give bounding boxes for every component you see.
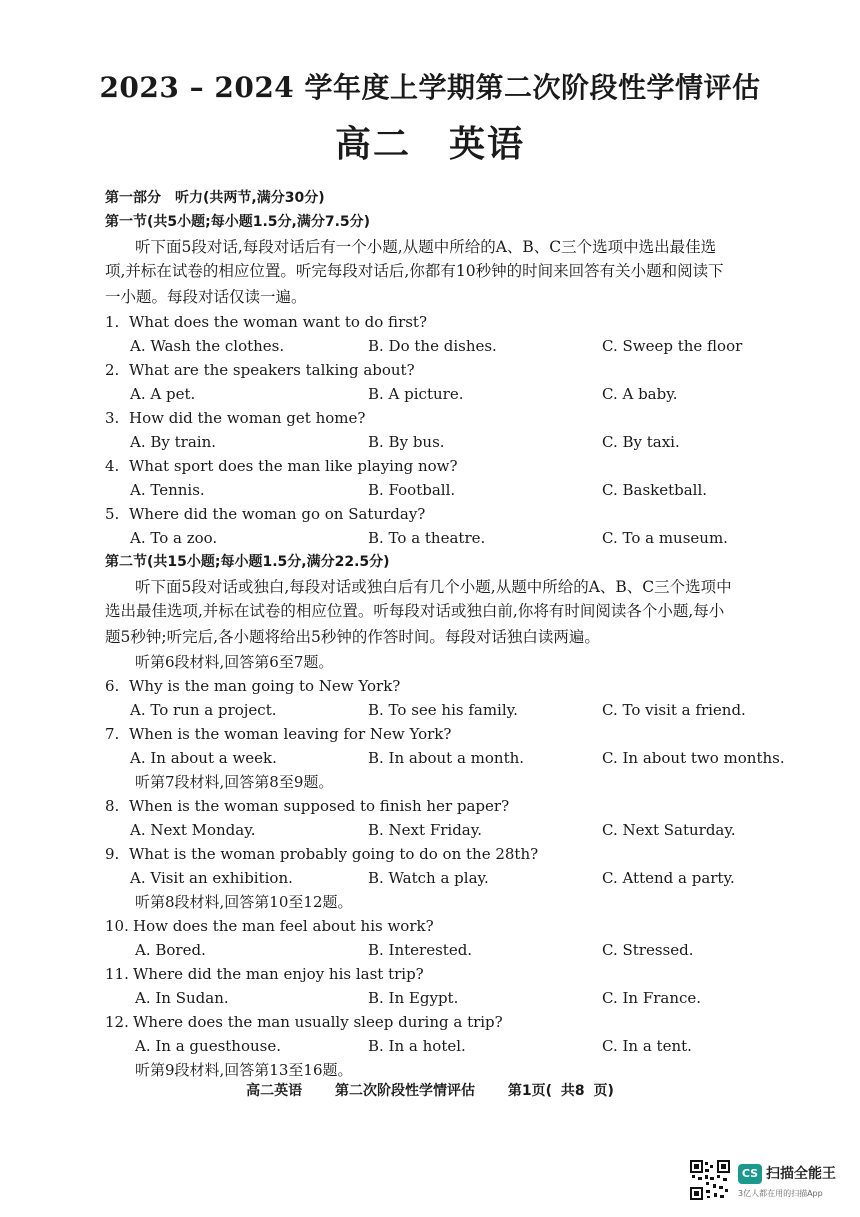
question-text: What are the speakers talking about? [129, 361, 415, 379]
footer-page: 第1页( 共8 页) [507, 1083, 614, 1099]
exam-content [105, 186, 805, 1082]
option-a: A. Bored. [135, 941, 206, 959]
answer-options [105, 478, 805, 502]
option-a: A. To a zoo. [130, 529, 218, 547]
camscanner-tagline: 3亿人都在用的扫描App [738, 1189, 823, 1198]
question-number: 7. [105, 725, 120, 743]
option-b: B. Interested. [368, 941, 473, 959]
footer-exam: 第二次阶段性学情评估 [334, 1083, 475, 1099]
option-a: A. Tennis. [130, 481, 205, 499]
question-number: 5. [105, 505, 120, 523]
option-c: C. A baby. [602, 385, 678, 403]
page-footer [0, 1080, 860, 1100]
question-stem [105, 842, 805, 866]
answer-options [105, 818, 805, 842]
listening-note: 听第9段材料,回答第13至16题。 [135, 1061, 353, 1079]
question-text: Where does the man usually sleep during a trip? [133, 1013, 503, 1031]
question-stem [105, 406, 805, 430]
option-c: C. In a tent. [602, 1037, 692, 1055]
question-stem [105, 794, 805, 818]
option-a: A. Wash the clothes. [130, 337, 285, 355]
instruction-line: 题5秒钟;听完后,各小题将给出5秒钟的作答时间。每段对话独白读两遍。 [105, 628, 600, 646]
option-b: B. A picture. [368, 385, 464, 403]
question-stem [105, 310, 805, 334]
question-text: How does the man feel about his work? [133, 917, 434, 935]
option-c: C. To visit a friend. [602, 701, 746, 719]
answer-options [105, 1034, 805, 1058]
question-number: 4. [105, 457, 120, 475]
answer-options [105, 526, 805, 550]
option-a: A. Next Monday. [130, 821, 256, 839]
option-b: B. Next Friday. [368, 821, 482, 839]
scanner-watermark [690, 1160, 850, 1206]
option-c: C. To a museum. [602, 529, 728, 547]
question-number: 10. [105, 917, 129, 935]
option-c: C. In France. [602, 989, 702, 1007]
instruction-line: 一小题。每段对话仅读一遍。 [105, 288, 307, 306]
option-c: C. In about two months. [602, 749, 785, 767]
qr-code-icon [690, 1160, 730, 1200]
part1-heading: 第一部分 听力(共两节,满分30分) [105, 190, 325, 206]
exam-title: 2023 – 2024 学年度上学期第二次阶段性学情评估 [99, 71, 761, 104]
option-b: B. Watch a play. [368, 869, 489, 887]
question-number: 2. [105, 361, 120, 379]
question-stem [105, 454, 805, 478]
exam-subtitle: 高二 英语 [334, 124, 525, 165]
option-a: A. By train. [130, 433, 217, 451]
answer-options [105, 698, 805, 722]
option-a: A. In Sudan. [135, 989, 229, 1007]
listening-note: 听第8段材料,回答第10至12题。 [135, 893, 353, 911]
option-b: B. Football. [368, 481, 456, 499]
answer-options [105, 746, 805, 770]
question-text: Why is the man going to New York? [129, 677, 401, 695]
question-number: 1. [105, 313, 120, 331]
option-c: C. Attend a party. [602, 869, 735, 887]
option-a: A. In about a week. [130, 749, 277, 767]
question-text: What does the woman want to do first? [129, 313, 428, 331]
option-b: B. In Egypt. [368, 989, 459, 1007]
instruction-line: 听下面5段对话,每段对话后有一个小题,从题中所给的A、B、C三个选项中选出最佳选 [135, 238, 717, 256]
section1-instructions [105, 234, 805, 310]
listening-note: 听第6段材料,回答第6至7题。 [135, 653, 334, 671]
option-a: A. To run a project. [130, 701, 277, 719]
option-c: C. Basketball. [602, 481, 708, 499]
question-stem [105, 962, 805, 986]
question-text: Where did the woman go on Saturday? [129, 505, 426, 523]
question-group-10-12 [105, 914, 805, 1058]
question-number: 6. [105, 677, 120, 695]
answer-options [105, 938, 805, 962]
option-c: C. Sweep the floor [602, 337, 743, 355]
question-number: 8. [105, 797, 120, 815]
option-b: B. By bus. [368, 433, 445, 451]
question-text: When is the woman leaving for New York? [129, 725, 452, 743]
option-c: C. Stressed. [602, 941, 694, 959]
camscanner-app-name: 扫描全能王 [766, 1166, 836, 1182]
section2-instructions [105, 574, 805, 650]
instruction-line: 选出最佳选项,并标在试卷的相应位置。听每段对话或独白前,你将有时间阅读各个小题,每小 [105, 602, 725, 620]
answer-options [105, 866, 805, 890]
answer-options [105, 382, 805, 406]
question-group-6-7 [105, 674, 805, 770]
answer-options [105, 334, 805, 358]
option-a: A. In a guesthouse. [135, 1037, 281, 1055]
option-b: B. In about a month. [368, 749, 525, 767]
question-stem [105, 358, 805, 382]
option-c: C. Next Saturday. [602, 821, 736, 839]
question-number: 3. [105, 409, 120, 427]
answer-options [105, 986, 805, 1010]
option-a: A. A pet. [130, 385, 196, 403]
question-text: What sport does the man like playing now? [129, 457, 458, 475]
listening-note: 听第7段材料,回答第8至9题。 [135, 773, 334, 791]
question-number: 11. [105, 965, 129, 983]
instruction-line: 听下面5段对话或独白,每段对话或独白后有几个小题,从题中所给的A、B、C三个选项中 [135, 578, 732, 596]
question-text: What is the woman probably going to do on the 28th? [129, 845, 539, 863]
option-b: B. Do the dishes. [368, 337, 497, 355]
question-stem [105, 722, 805, 746]
option-b: B. To a theatre. [368, 529, 486, 547]
question-stem [105, 674, 805, 698]
camscanner-logo-icon: CS [738, 1164, 762, 1184]
section2-heading: 第二节(共15小题;每小题1.5分,满分22.5分) [105, 554, 390, 570]
question-group-8-9 [105, 794, 805, 890]
option-a: A. Visit an exhibition. [130, 869, 293, 887]
footer-subject: 高二英语 [246, 1083, 303, 1099]
question-group-section1 [105, 310, 805, 550]
option-b: B. To see his family. [368, 701, 518, 719]
option-c: C. By taxi. [602, 433, 680, 451]
question-stem [105, 914, 805, 938]
question-stem [105, 1010, 805, 1034]
section1-heading: 第一节(共5小题;每小题1.5分,满分7.5分) [105, 214, 371, 230]
question-number: 9. [105, 845, 120, 863]
question-stem [105, 502, 805, 526]
answer-options [105, 430, 805, 454]
question-text: When is the woman supposed to finish her paper? [129, 797, 510, 815]
instruction-line: 项,并标在试卷的相应位置。听完每段对话后,你都有10秒钟的时间来回答有关小题和阅读下 [105, 262, 724, 280]
question-number: 12. [105, 1013, 129, 1031]
option-b: B. In a hotel. [368, 1037, 466, 1055]
question-text: How did the woman get home? [129, 409, 366, 427]
question-text: Where did the man enjoy his last trip? [133, 965, 424, 983]
